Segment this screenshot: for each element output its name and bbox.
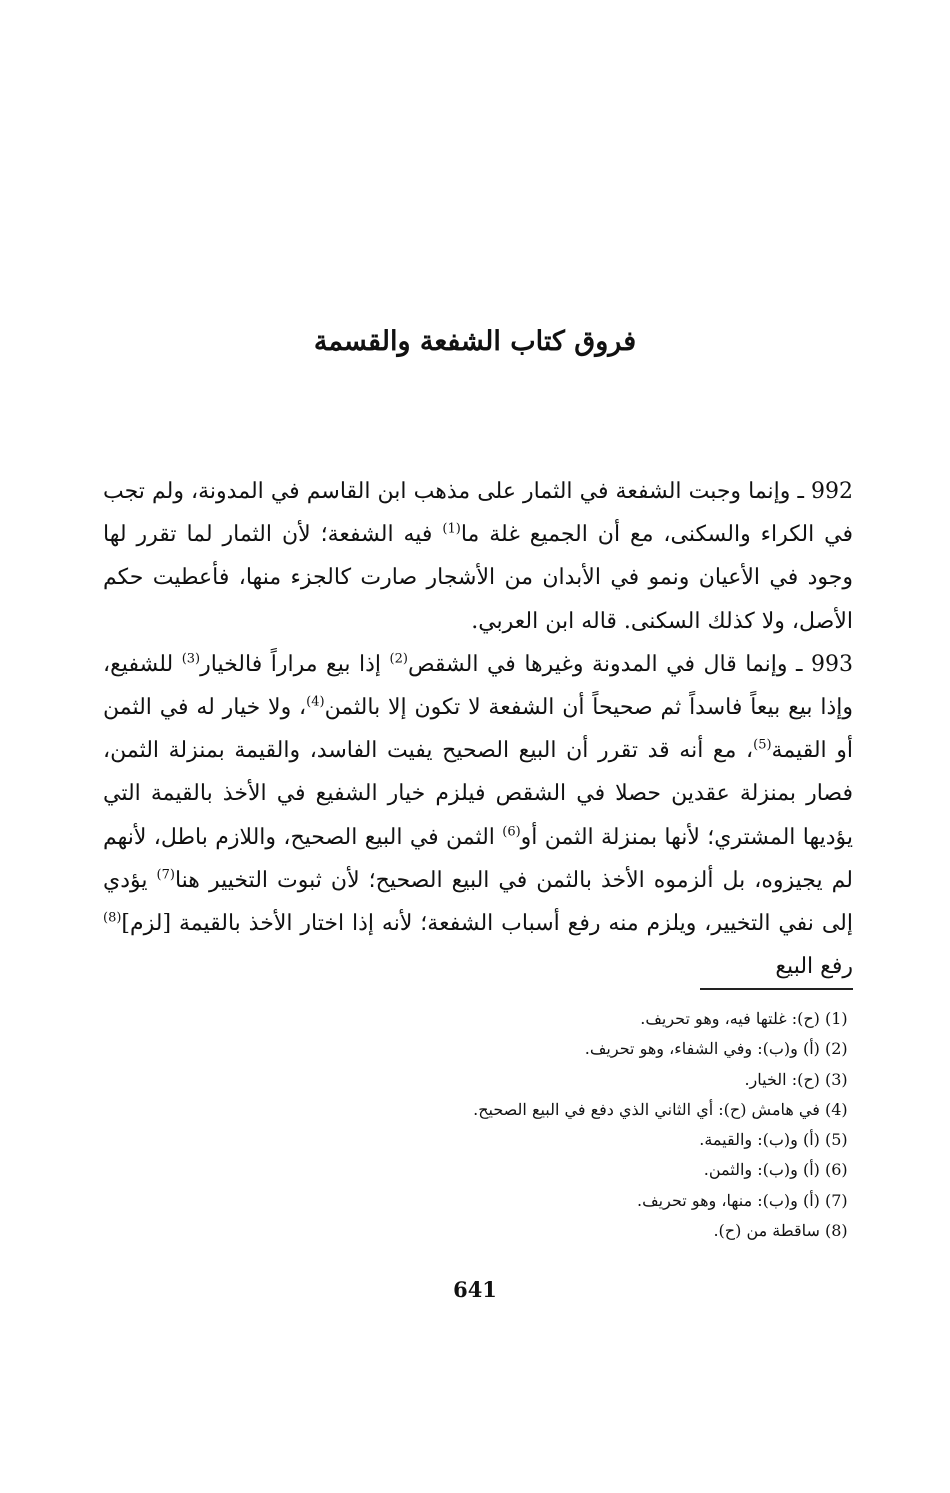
footnote-reference: (7) (156, 867, 175, 883)
page-number: 641 (453, 1277, 497, 1302)
footnote-text: (أ) و(ب): والقيمة. (699, 1130, 820, 1150)
footnote-separator (700, 988, 853, 990)
footnote-number: (2) (825, 1039, 848, 1059)
footnote-reference: (6) (502, 824, 521, 840)
footnote-item (200, 1065, 853, 1095)
footnote-number: (4) (825, 1099, 848, 1119)
footnote-item (200, 1216, 853, 1246)
footnote-number: (8) (825, 1221, 848, 1241)
footnote-item (200, 1125, 853, 1155)
main-text (103, 470, 853, 988)
paragraph-993 (103, 643, 853, 989)
footnote-reference: (3) (181, 651, 201, 667)
paragraph-number: 993 (811, 651, 853, 677)
footnote-item (200, 1004, 853, 1034)
footnote-item (200, 1155, 853, 1185)
footnote-item (200, 1095, 853, 1125)
footnote-number: (3) (825, 1069, 848, 1089)
paragraph-text: ، ولا خيار له في الثمن أو القيمة (103, 695, 853, 764)
chapter-title: فروق كتاب الشفعة والقسمة (313, 326, 637, 357)
footnote-reference: (8) (103, 910, 122, 926)
paragraph-text: للشفيع، وإذا بيع بيعاً فاسداً ثم صحيحاً أن الشفعة لا تكون إلا بالثمن (103, 651, 853, 721)
footnote-reference: (2) (389, 651, 408, 667)
footnote-number: (1) (825, 1009, 848, 1028)
footnote-text: ساقطة من (ح). (713, 1221, 820, 1241)
footnote-number: (7) (825, 1190, 848, 1210)
footnotes-list (200, 1004, 853, 1246)
paragraph-text: ، مع أنه قد تقرر أن البيع الصحيح يفيت الفاسد، والقيمة بمنزلة الثمن، فصار بمنزلة عقدين حصلا في الشقص فيلزم خيار الشفيع في الأخذ بالقيمة التي يؤديها المشتري؛ لأنها بمنزلة الثمن أو (103, 738, 853, 850)
paragraph-text: رفع البيع (775, 954, 853, 980)
footnote-reference: (4) (306, 694, 325, 710)
paragraph-text: ـ وإنما قال في المدونة وغيرها في الشقص (407, 651, 811, 677)
footnote-text: في هامش (ح): أي الثاني الذي دفع في البيع الصحيح. (473, 1099, 820, 1119)
paragraph-text: يؤدي إلى نفي التخيير، ويلزم منه رفع أسباب الشفعة؛ لأنه إذا اختار الأخذ بالقيمة [لزم] (103, 867, 853, 937)
footnote-text: (أ) و(ب): وفي الشفاء، وهو تحريف. (584, 1039, 820, 1059)
footnote-number: (6) (825, 1160, 848, 1180)
footnote-text: (أ) و(ب): والثمن. (703, 1160, 820, 1180)
footnote-item (200, 1186, 853, 1216)
footnote-number: (5) (825, 1130, 848, 1150)
footnote-reference: (5) (753, 737, 772, 753)
footnote-text: (ح): غلتها فيه، وهو تحريف. (640, 1009, 820, 1028)
footnote-text: (ح): الخيار. (744, 1069, 820, 1089)
paragraph-text: ـ وإنما وجبت الشفعة في الثمار على مذهب ابن القاسم في المدونة، ولم تجب في الكراء والسكنى، مع أن الجميع غلة ما (103, 479, 854, 548)
paragraph-text: الثمن في البيع الصحيح، واللازم باطل، لأنهم لم يجيزوه، بل ألزموه الأخذ بالثمن في البيع الصحيح؛ لأن ثبوت التخيير هنا (103, 824, 854, 893)
paragraph-992 (103, 470, 853, 643)
paragraph-text: فيه الشفعة؛ لأن الثمار لما تقرر لها وجود في الأعيان ونمو في الأبدان من الأشجار صارت كالجزء منها، فأعطيت حكم الأصل، ولا كذلك السكنى. قاله ابن العربي. (103, 522, 853, 634)
paragraph-number: 992 (811, 479, 853, 504)
footnote-text: (أ) و(ب): منها، وهو تحريف. (637, 1190, 820, 1210)
footnote-item (200, 1034, 853, 1064)
paragraph-text: إذا بيع مراراً فالخيار (200, 651, 390, 677)
footnote-reference: (1) (442, 521, 461, 537)
